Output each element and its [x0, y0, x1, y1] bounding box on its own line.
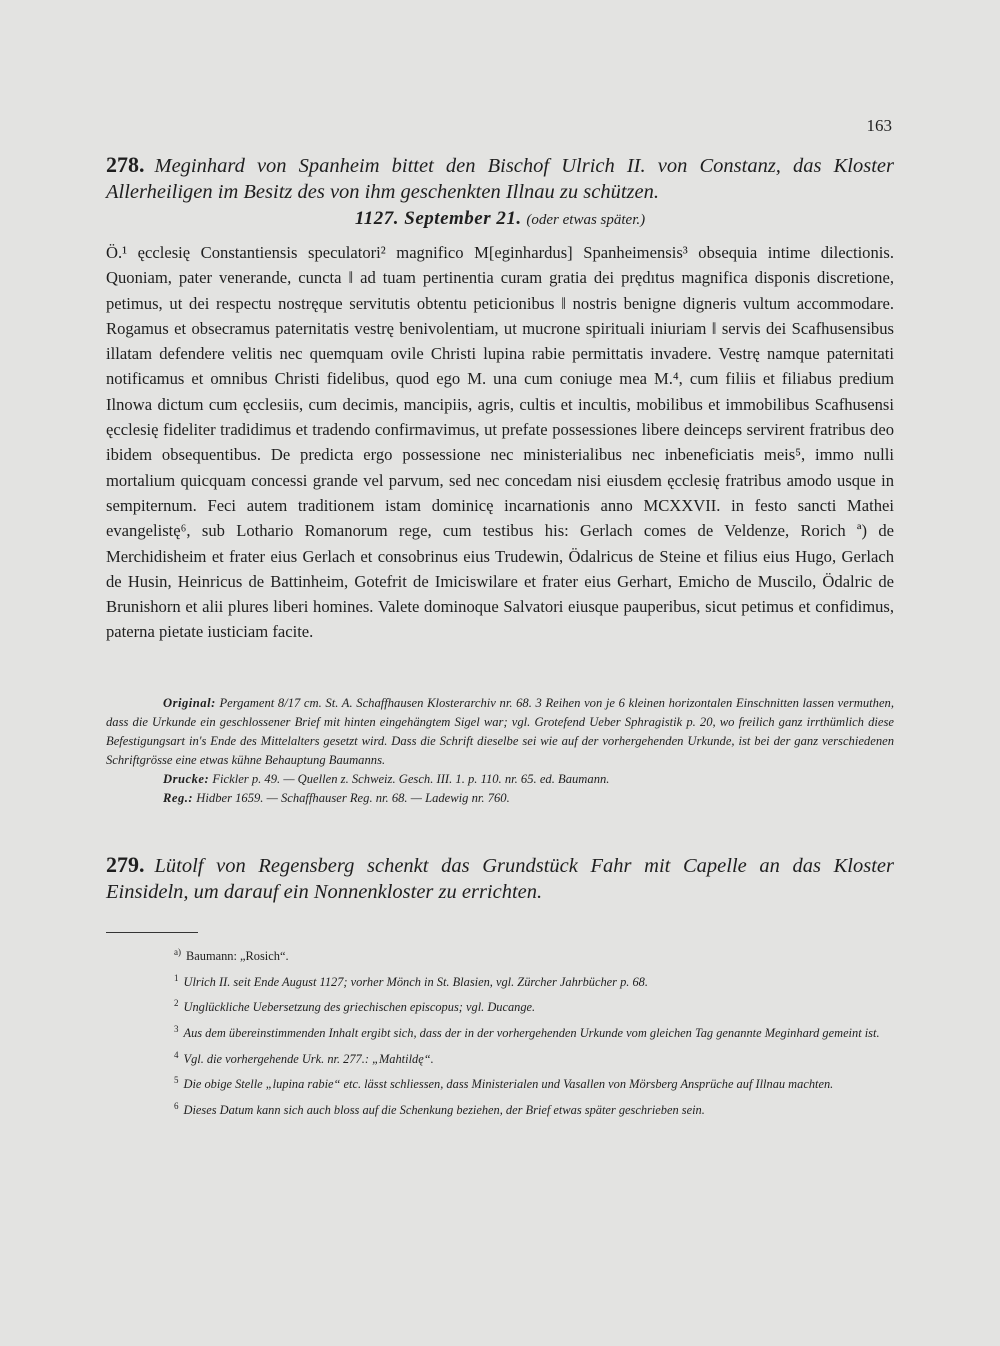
footnote-item: $^6$ Dieses Datum kann sich auch bloss auf die Schenkung beziehen, der Brief etwas später geschrieben sein. [174, 1100, 705, 1117]
footnote-item: $^{a)}$ Baumann: „Rosich“. [174, 947, 289, 964]
footnote-item: $^3$ Aus dem übereinstimmenden Inhalt ergibt sich, dass der in der vorhergehenden Urkunde vom gleichen Tag genannte Meginhard gemeint ist. [174, 1023, 880, 1040]
date-text: 1127. September 21. [354, 208, 522, 229]
note-reg-label: Reg.: [163, 791, 194, 805]
document-278-notes [106, 694, 894, 808]
latin-text: Ö.¹ ęcclesię Constantiensis speculatori² magnifico M[eginhardus] Spanheimensis³ obsequia intime dilectionis. Quoniam, pater venerande, cuncta ‖ ad tuam pertinentia curam gratia dei prędıtus magnifica disponis discretione, petimus, ut dei respectu nostręque servitutis obtentu peticionibus ‖ nostris benigne digneris vultum accommodare. Rogamus et obsecramus paternitatis vestrę benivolentiam, ut mucrone spirituali iniuriam ‖ servis dei Scafhusensibus illatam defendere velitis nec quemquam ovile Christi lupina rabie permittatis invadere. Vestrę namque paternitati notificamus et omnibus Christi fidelibus, quod ego M. una cum coniuge mea M.⁴, cum filiis et filiabus predium Ilnowa dictum cum ęcclesiis, cum decimis, mancipiis, agris, cultis et incultis, mobilibus et immobilibus Scafhusensi ęcclesię fideliter tradidimus et tradendo confirmavimus, ut prefate possessiones libere deinceps servirent fratribus deo ibidem obsequentibus. De predicta ergo possessione nec ministerialibus nec inbeneficiatis meis⁵, immo nulli mortalium quicquam concessi grande vel parvum, sed nec concedam nisi eiusdem ęcclesię fratribus amodo usque in sempiternum. Feci autem traditionem istam dominicę incarnationis anno MCXXVII. in festo sancti Mathei evangelistę⁶, sub Lothario Romanorum rege, cum testibus his: Gerlach comes de Veldenze, Rorich ª) de Merchidisheim et frater eius Gerlach et consobrinus eius Trudewin, Ödalricus de Steine et filius eius Hugo, Gerlach de Husin, Heinricus de Battinheim, Gotefrit de Imiciswilare et frater eius Gerhart, Emicho de Muscilo, Ödalric de Brunishorn et alii plures liberi homines. Valete dominoque Salvatori eiusque pauperibus, sicut petimus et confidimus, paterna pietate iusticiam facite. [106, 243, 894, 642]
document-279-title: Lütolf von Regensberg schenkt das Grundstück Fahr mit Capelle an das Kloster Einsideln, um darauf ein Nonnenkloster zu errichten. [106, 855, 894, 903]
note-original-label: Original: [163, 696, 216, 710]
note-drucke-label: Drucke: [163, 772, 210, 786]
document-278-heading [106, 152, 894, 205]
footnote-item: $^2$ Unglückliche Uebersetzung des griechischen episcopus; vgl. Ducange. [174, 998, 536, 1015]
date-note: (oder etwas später.) [526, 212, 646, 228]
note-drucke [106, 770, 894, 789]
document-278-number: 278. [106, 152, 145, 177]
document-279-number: 279. [106, 852, 145, 877]
footnote-divider [106, 932, 198, 933]
document-278-title: Meginhard von Spanheim bittet den Bischof Ulrich II. von Constanz, das Kloster Allerheiligen im Besitz des von ihm geschenkten Illnau zu schützen. [106, 155, 894, 203]
note-reg-text: Hidber 1659. — Schaffhauser Reg. nr. 68. — Ladewig nr. 760. [196, 791, 510, 805]
footnotes [106, 942, 894, 1121]
note-drucke-text: Fickler p. 49. — Quellen z. Schweiz. Gesch. III. 1. p. 110. nr. 65. ed. Baumann. [212, 772, 610, 786]
document-278-date [0, 208, 1000, 230]
note-reg [106, 789, 894, 808]
document-278-text [106, 240, 894, 645]
footnote-item: $^1$ Ulrich II. seit Ende August 1127; vorher Mönch in St. Blasien, vgl. Zürcher Jahrbücher p. 68. [174, 972, 648, 989]
page-number: 163 [866, 116, 892, 135]
footnote-item: $^4$ Vgl. die vorhergehende Urk. nr. 277.: „Mahtildę“. [174, 1049, 434, 1066]
note-original-text: Pergament 8/17 cm. St. A. Schaffhausen Klosterarchiv nr. 68. 3 Reihen von je 6 kleinen horizontalen Einschnitten lassen vermuthen, dass die Urkunde ein geschlossener Brief mit hinten eingehängtem Sigel war; vgl. Grotefend Ueber Sphragistik p. 20, wo freilich ganz irrthümlich diese Befestigungsart in's Ende des Mittelalters gesetzt wird. Dass die Schrift dieselbe sei wie auf der vorhergehenden Urkunde, ist bei der ganz verschiedenen Schriftgrösse eine etwas kühne Behauptung Baumanns. [106, 696, 894, 767]
footnote-item: $^5$ Die obige Stelle „lupina rabie“ etc. lässt schliessen, dass Ministerialen und Vasallen von Mörsberg Ansprüche auf Illnau machten. [174, 1075, 834, 1092]
note-original [106, 694, 894, 770]
document-279-heading [106, 852, 894, 905]
